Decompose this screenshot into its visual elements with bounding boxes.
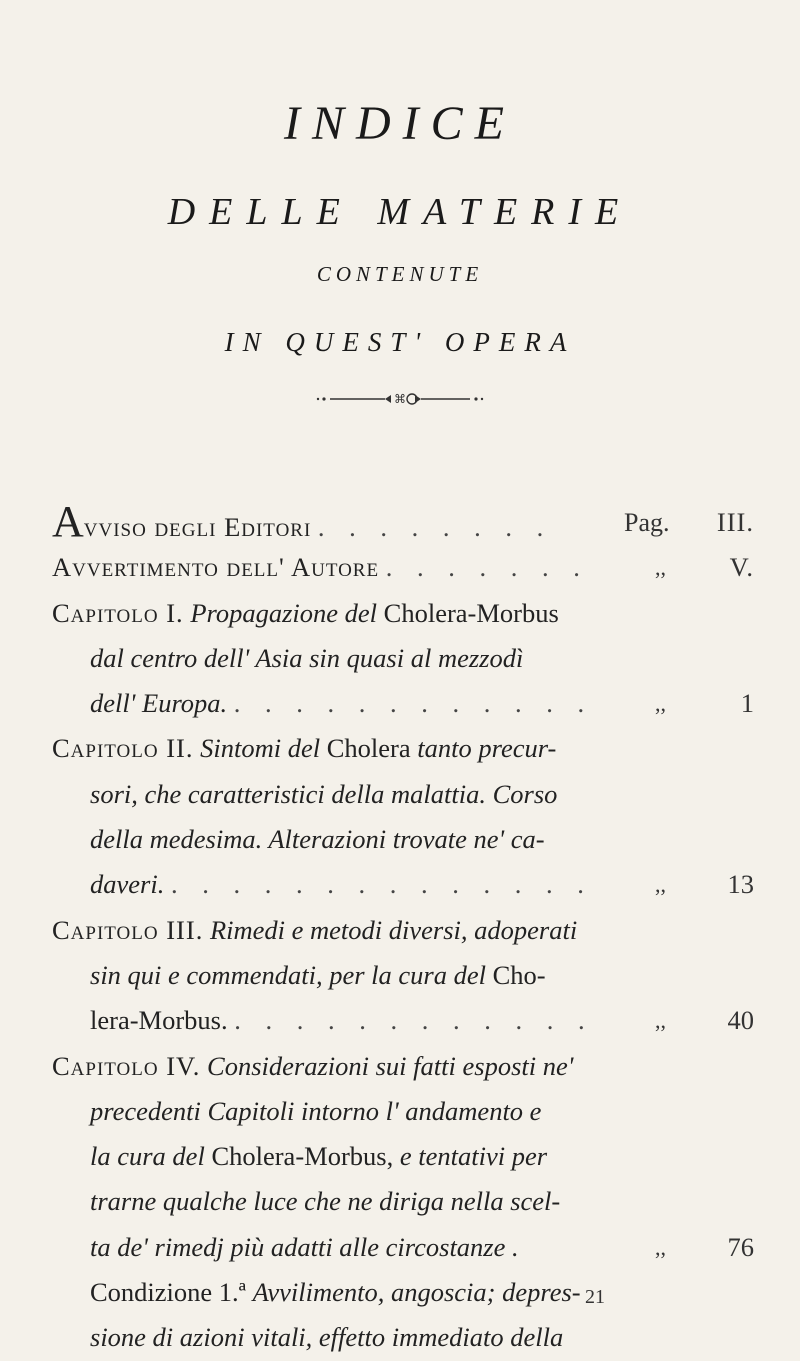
chapter-title: ta de' rimedj più adatti alle circostanze . <box>90 1231 519 1262</box>
toc-entry-cap1-line2: dal centro dell' Asia sin quasi al mezzodì <box>90 642 524 673</box>
entry-title: Avvertimento dell' Autore <box>52 552 380 583</box>
condition-label: Condizione 1.ª <box>90 1277 246 1308</box>
chapter-title: Considerazioni sui fatti esposti ne' <box>207 1050 574 1081</box>
dot-leader: . . . . . . . . . . . . <box>234 1005 594 1036</box>
toc-entry-cap2-line3: della medesima. Alterazioni trovate ne' ca- <box>90 824 545 855</box>
ditto-mark: ,, <box>655 1234 666 1260</box>
toc-entry-cap3-line1[interactable] <box>52 908 762 953</box>
title-delle-materie: DELLE MATERIE <box>167 191 633 233</box>
dot-leader: . . . . . . . . . . . . . . <box>170 869 593 900</box>
ditto-mark: ,, <box>655 872 666 898</box>
title-indice: INDICE <box>284 97 516 150</box>
drop-cap: A <box>52 497 84 546</box>
page-number: III. <box>716 507 754 537</box>
table-of-contents <box>52 497 762 1361</box>
chapter-label: Capitolo II. <box>52 733 194 764</box>
chapter-title-roman: Cho- <box>492 959 546 990</box>
dot-leader: . . . . . . . <box>385 552 589 583</box>
chapter-label: Capitolo I. <box>52 597 184 628</box>
toc-entry-cap2-line4 <box>52 862 762 907</box>
chapter-title: Propagazione del <box>190 597 378 628</box>
page-number: V. <box>729 552 754 583</box>
chapter-title: Sintomi del <box>200 733 321 764</box>
page-prefix: Pag. <box>624 508 670 537</box>
printer-signature: 21 <box>585 1286 605 1308</box>
chapter-title: e tentativi per <box>399 1141 548 1172</box>
chapter-title: tanto precur- <box>417 733 557 764</box>
svg-text:⌘: ⌘ <box>394 392 406 406</box>
page-number: 1 <box>740 688 754 719</box>
chapter-title: sin qui e commendati, per la cura del <box>90 959 486 990</box>
page-number: 13 <box>727 869 754 900</box>
toc-entry-cap4-line3 <box>52 1134 762 1179</box>
toc-entry-cap4-line5 <box>52 1225 762 1270</box>
toc-entry-cap2-line1[interactable] <box>52 726 762 771</box>
title-contenute: CONTENUTE <box>316 262 484 286</box>
chapter-title: Rimedi e metodi diversi, adoperati <box>209 914 578 945</box>
toc-entry-cap4-line1[interactable] <box>52 1044 762 1089</box>
toc-entry-cap3-line3 <box>52 998 762 1043</box>
toc-entry-avviso[interactable] <box>52 497 762 546</box>
toc-entry-cap4-line4: trarne qualche luce che ne diriga nella scel- <box>90 1186 561 1217</box>
toc-entry-cap2-line2: sori, che caratteristici della malattia. Corso <box>90 778 558 809</box>
ditto-mark: ,, <box>655 691 666 717</box>
toc-entry-cap1-line1[interactable] <box>52 591 762 636</box>
chapter-title: daveri. <box>90 869 165 900</box>
page-number: 76 <box>727 1231 754 1262</box>
ditto-mark: ,, <box>655 555 666 581</box>
chapter-label: Capitolo IV. <box>52 1050 201 1081</box>
chapter-title-roman: Cholera-Morbus <box>383 597 559 628</box>
toc-entry-avvertimento[interactable] <box>52 545 762 590</box>
chapter-title-roman: Cholera <box>326 733 411 764</box>
title-in-quest-opera: IN QUEST' OPERA <box>224 327 576 357</box>
chapter-title: la cura del <box>90 1141 205 1172</box>
dot-leader: . . . . . . . . <box>317 512 553 542</box>
ditto-mark: ,, <box>655 1008 666 1034</box>
chapter-title-roman: lera-Morbus. <box>90 1005 228 1036</box>
chapter-title: dell' Europa. <box>90 688 228 719</box>
chapter-title-roman: Cholera-Morbus, <box>211 1141 394 1172</box>
toc-entry-cap1-line3 <box>52 681 762 726</box>
chapter-label: Capitolo III. <box>52 914 204 945</box>
toc-entry-condizione-line1[interactable] <box>52 1270 762 1315</box>
toc-entry-condizione-line2: sione di azioni vitali, effetto immediato della <box>90 1322 564 1353</box>
ornament-divider <box>300 389 500 409</box>
dot-leader: . . . . . . . . . . . . <box>233 688 594 719</box>
toc-entry-cap3-line2 <box>52 953 762 998</box>
condition-title: Avvilimento, angoscia; depres- <box>252 1277 581 1308</box>
toc-entry-cap4-line2: precedenti Capitoli intorno l' andamento e <box>90 1095 542 1126</box>
entry-title: vviso degli Editori <box>83 512 312 542</box>
page-number: 40 <box>727 1005 754 1036</box>
